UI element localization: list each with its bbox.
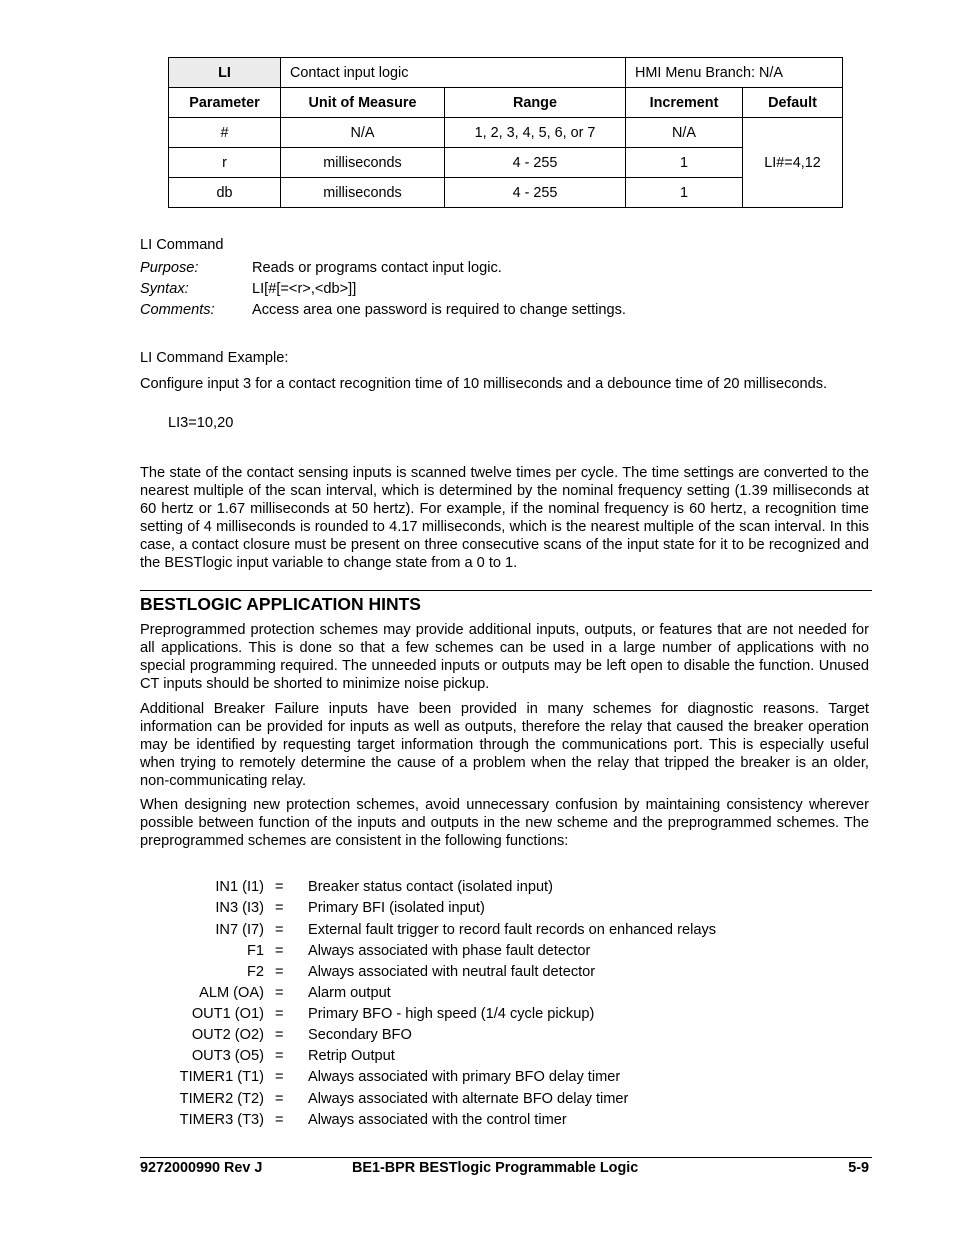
list-item xyxy=(0,1006,954,1027)
signal-name: TIMER1 (T1) xyxy=(179,1069,264,1085)
footer-page-number: 5-9 xyxy=(848,1160,869,1176)
signal-name: IN7 (I7) xyxy=(215,922,264,938)
list-item xyxy=(0,1069,954,1090)
signal-description: Always associated with phase fault detector xyxy=(308,943,591,959)
signal-description: Secondary BFO xyxy=(308,1027,412,1043)
list-item xyxy=(0,922,954,943)
cell-parameter: # xyxy=(169,118,281,148)
cell-unit: N/A xyxy=(281,118,445,148)
signal-name: OUT1 (O1) xyxy=(191,1006,264,1022)
list-item xyxy=(0,964,954,985)
equals-sign: = xyxy=(275,943,284,959)
table-menu-branch-cell: HMI Menu Branch: N/A xyxy=(626,58,843,88)
table-description-cell: Contact input logic xyxy=(281,58,626,88)
cell-range: 4 - 255 xyxy=(445,178,626,208)
cell-parameter: db xyxy=(169,178,281,208)
cell-increment: 1 xyxy=(626,148,743,178)
section-divider xyxy=(140,590,872,591)
comments-label: Comments: xyxy=(140,302,215,318)
command-title: LI Command xyxy=(140,237,224,253)
column-header-parameter: Parameter xyxy=(169,88,281,118)
column-header-unit: Unit of Measure xyxy=(281,88,445,118)
column-header-increment: Increment xyxy=(626,88,743,118)
signal-description: Always associated with alternate BFO delay timer xyxy=(308,1091,629,1107)
example-code: LI3=10,20 xyxy=(168,415,234,431)
column-header-range: Range xyxy=(445,88,626,118)
example-title: LI Command Example: xyxy=(140,350,289,366)
cell-unit: milliseconds xyxy=(281,178,445,208)
example-text: Configure input 3 for a contact recognition time of 10 milliseconds and a debounce time of 20 milliseconds. xyxy=(140,376,828,392)
list-item xyxy=(0,1048,954,1069)
signal-description: Breaker status contact (isolated input) xyxy=(308,879,553,895)
signal-description: Always associated with the control timer xyxy=(308,1112,567,1128)
purpose-text: Reads or programs contact input logic. xyxy=(252,260,502,276)
equals-sign: = xyxy=(275,922,284,938)
signal-name: OUT2 (O2) xyxy=(191,1027,264,1043)
signal-description: External fault trigger to record fault records on enhanced relays xyxy=(308,922,717,938)
signal-name: TIMER2 (T2) xyxy=(179,1091,264,1107)
cell-range: 1, 2, 3, 4, 5, 6, or 7 xyxy=(445,118,626,148)
cell-parameter: r xyxy=(169,148,281,178)
signal-description: Always associated with primary BFO delay timer xyxy=(308,1069,621,1085)
table-header-row xyxy=(169,88,843,118)
column-header-default: Default xyxy=(743,88,843,118)
list-item xyxy=(0,943,954,964)
cell-unit: milliseconds xyxy=(281,148,445,178)
signal-description: Retrip Output xyxy=(308,1048,395,1064)
equals-sign: = xyxy=(275,879,284,895)
li-parameter-table xyxy=(168,57,843,208)
hint-paragraph-2: Additional Breaker Failure inputs have been provided in many schemes for diagnostic reasons. Target information can be provided for inputs as well as outputs, therefore the relay that caused the breaker operation may be identified by requesting target information through the communications port. This is especially useful when trying to remotely determine the cause of a problem when the relay that tripped the breaker is an older, non-communicating relay. xyxy=(140,701,869,789)
table-row xyxy=(169,148,843,178)
signal-description: Primary BFI (isolated input) xyxy=(308,900,485,916)
equals-sign: = xyxy=(275,1069,284,1085)
equals-sign: = xyxy=(275,900,284,916)
purpose-label: Purpose: xyxy=(140,260,199,276)
equals-sign: = xyxy=(275,1112,284,1128)
signal-name: IN3 (I3) xyxy=(215,900,264,916)
table-code-cell: LI xyxy=(169,58,281,88)
list-item xyxy=(0,1112,954,1133)
equals-sign: = xyxy=(275,1048,284,1064)
hint-paragraph-1: Preprogrammed protection schemes may provide additional inputs, outputs, or features that are not needed for all applications. This is done so that a few schemes can be used in a large number of applications with no special programming required. The unneeded inputs or outputs may be left open to disable the function. Unused CT inputs should be shorted to minimize noise pickup. xyxy=(140,622,869,692)
list-item xyxy=(0,879,954,900)
syntax-label: Syntax: xyxy=(140,281,189,297)
equals-sign: = xyxy=(275,1091,284,1107)
syntax-text: LI[#[=<r>,<db>]] xyxy=(252,281,357,297)
table-title-row xyxy=(169,58,843,88)
signal-name: IN1 (I1) xyxy=(215,879,264,895)
table-row xyxy=(169,178,843,208)
footer-title: BE1-BPR BESTlogic Programmable Logic xyxy=(352,1160,639,1176)
signal-name: ALM (OA) xyxy=(199,985,264,1001)
hint-paragraph-3: When designing new protection schemes, avoid unnecessary confusion by maintaining consistency wherever possible between function of the inputs and outputs in the new scheme and the preprogrammed schemes. The preprogrammed schemes are consistent in the following functions: xyxy=(140,797,869,849)
equals-sign: = xyxy=(275,985,284,1001)
footer-divider xyxy=(140,1157,872,1158)
list-item xyxy=(0,1091,954,1112)
equals-sign: = xyxy=(275,1027,284,1043)
signal-description: Always associated with neutral fault detector xyxy=(308,964,596,980)
section-heading: BESTLOGIC APPLICATION HINTS xyxy=(140,594,421,614)
equals-sign: = xyxy=(275,964,284,980)
list-item xyxy=(0,1027,954,1048)
list-item xyxy=(0,900,954,921)
signal-name: F2 xyxy=(246,964,264,980)
comments-text: Access area one password is required to change settings. xyxy=(252,302,626,318)
signal-name: F1 xyxy=(246,943,264,959)
cell-default: LI#=4,12 xyxy=(743,118,843,208)
cell-increment: 1 xyxy=(626,178,743,208)
signal-name: TIMER3 (T3) xyxy=(179,1112,264,1128)
footer-doc-number: 9272000990 Rev J xyxy=(140,1160,263,1176)
scan-paragraph: The state of the contact sensing inputs is scanned twelve times per cycle. The time settings are converted to the nearest multiple of the scan interval, which is determined by the nominal frequency setting (1.39 milliseconds at 60 hertz or 1.67 milliseconds at 50 hertz). For example, if the nominal frequency is 60 hertz, a recognition time setting of 4 milliseconds is rounded to 4.17 milliseconds, which is the nearest multiple of the scan interval. In this case, a contact closure must be present on three consecutive scans of the input state for it to be recognized and the BESTlogic input variable to change state from a 0 to 1. xyxy=(140,465,869,571)
list-item xyxy=(0,985,954,1006)
cell-increment: N/A xyxy=(626,118,743,148)
signal-description: Primary BFO - high speed (1/4 cycle pickup) xyxy=(308,1006,595,1022)
equals-sign: = xyxy=(275,1006,284,1022)
signal-name: OUT3 (O5) xyxy=(191,1048,264,1064)
table-row xyxy=(169,118,843,148)
signal-description: Alarm output xyxy=(308,985,391,1001)
cell-range: 4 - 255 xyxy=(445,148,626,178)
